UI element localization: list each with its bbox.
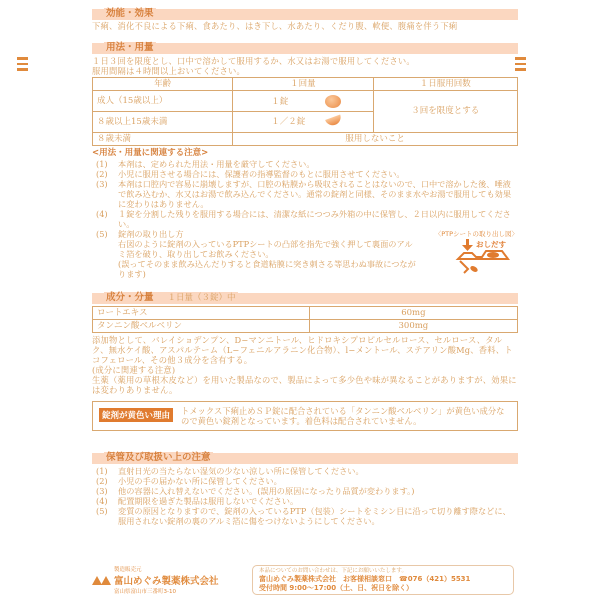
section-title: 効能・効果 xyxy=(106,8,154,19)
note-item: (3) 本剤は口腔内で容易に崩壊しますが、口腔の粘膜から吸収されることはないので、口中で溶かした後、唾液で飲み込むか、水又はお湯で飲み込んでください。通常の錠剤と同様、そのまま水やお湯で服用しても効果に変わりはありません。 xyxy=(96,179,512,209)
age-cell: ８歳以上15歳未満 xyxy=(93,112,233,133)
company-address: 富山県富山市三番町3-10 xyxy=(114,589,176,595)
section-header-ingredients xyxy=(92,293,518,304)
ptp-diagram xyxy=(454,239,514,279)
reason-text: トメックス下痢止めＳＰ錠に配合されている「タンニン酸ベルベリン」が黄色い成分なので黄色い錠剤となっています。着色料は配合されていません。 xyxy=(181,406,505,426)
reason-tag: 錠剤が黄色い理由 xyxy=(99,408,173,422)
note-5-detail: 右図のように錠剤の入っているPTPシートの凸部を指先で強く押して裏面のアルミ箔を破り、取り出してお飲みください。 xyxy=(118,239,413,259)
dose-cell xyxy=(233,91,373,112)
dosage-line: 服用間隔は４時間以上おいてください。 xyxy=(92,66,245,76)
efficacy-text: 下痢、消化不良による下痢、食あたり、はき下し、水あたり、くだり腹、軟便、腹痛を伴う下痢 xyxy=(92,21,458,31)
company-name: 富山めぐみ製薬株式会社 xyxy=(92,573,219,587)
push-out-label: おしだす xyxy=(476,240,506,249)
header-age: 年齢 xyxy=(93,78,233,91)
header-dose: １回量 xyxy=(233,78,373,91)
contact-phone: 富山めぐみ製薬株式会社 お客様相談窓口 ☎076（421）5531 xyxy=(259,575,471,583)
whole-tablet-icon xyxy=(325,95,341,108)
ingredient-amount: 300mg xyxy=(309,320,517,333)
note-5-warning: (誤ってそのまま飲み込んだりすると食道粘膜に突き刺さる等思わぬ事故につながります) xyxy=(118,259,416,279)
ingredient-note-title: (成分に関連する注意) xyxy=(92,365,176,375)
dose-cell xyxy=(233,112,373,133)
dosage-notes-title: <用法・用量に関連する注意> xyxy=(92,148,209,158)
storage-item: (2) 小児の手の届かない所に保管してください。 xyxy=(96,476,282,486)
contact-intro: 本品についてのお問い合わせは、下記にお願いいたします。 xyxy=(259,568,407,574)
dosage-table xyxy=(92,77,518,146)
section-header-storage xyxy=(92,453,518,464)
section-header-dosage xyxy=(92,43,518,54)
ingredient-note: 生薬（薬用の草根木皮など）を用いた製品なので、製品によって多少色や味が異なることがありますが、効果には変わりありません。 xyxy=(92,375,517,395)
company-logo-icon xyxy=(92,575,112,585)
header-daily: １日服用回数 xyxy=(373,78,518,91)
note-item: (4) １錠を分割した残りを服用する場合には、清潔な紙につつみ外箱の中に保管し、２日以内に服用してください。 xyxy=(96,209,511,229)
dose-cell: 服用しないこと xyxy=(233,133,518,146)
footer xyxy=(92,555,518,595)
note-item: (2) 小児に服用させる場合には、保護者の指導監督のもとに服用させてください。 xyxy=(96,169,405,179)
section-title: 成分・分量 １日量（３錠）中 xyxy=(106,292,236,303)
dose-value: １錠 xyxy=(271,96,289,107)
ingredient-name: タンニン酸ベルベリン xyxy=(93,320,310,333)
section-title: 保管及び取扱い上の注意 xyxy=(106,452,211,463)
dosage-line: １日３回を限度とし、口中で溶かして服用するか、水又はお湯で服用してください。 xyxy=(92,56,415,66)
maker-label: 製造販売元 xyxy=(114,567,142,573)
ingredients-table xyxy=(92,306,518,333)
contact-box xyxy=(252,565,514,595)
dose-value: １／２錠 xyxy=(271,116,306,127)
age-cell: ８歳未満 xyxy=(93,133,233,146)
package-insert xyxy=(92,0,518,526)
half-tablet-icon xyxy=(325,115,343,128)
note-item: (1) 本剤は、定められた用法・用量を厳守してください。 xyxy=(96,159,315,169)
additives-text: 添加物として、バレイショデンプン、D−マンニトール、ヒドロキシプロピルセルロース、セルロース、タルク、無水ケイ酸、アスパルテーム（L−フェニルアラニン化合物）、l−メントール、ステアリン酸Mg、香料、トコフェロール、その他３成分を含有する。 xyxy=(92,335,513,365)
yellow-tablet-reason-box xyxy=(92,401,518,431)
daily-cell: ３回を限度とする xyxy=(373,91,518,133)
manufacturer-block xyxy=(92,565,219,595)
section-subtitle: １日量（３錠）中 xyxy=(167,293,236,303)
age-cell: 成人（15歳以上） xyxy=(93,91,233,112)
ptp-caption: 〈PTPシートの取り出し図〉 xyxy=(434,230,518,238)
fold-mark-left xyxy=(17,57,28,74)
storage-item: (1) 直射日光の当たらない湿気の少ない涼しい所に保管してください。 xyxy=(96,466,364,476)
ingredient-amount: 60mg xyxy=(309,307,517,320)
note-item: (5) 錠剤の取り出し方 xyxy=(96,229,184,239)
contact-hours: 受付時間 9:00〜17:00（土、日、祝日を除く） xyxy=(259,584,414,592)
section-title: 用法・用量 xyxy=(106,42,154,53)
ingredient-name: ロートエキス xyxy=(93,307,310,320)
storage-item: (5) 変質の原因となりますので、錠剤の入っているPTP（包装）シートをミシン目に沿って切り離す際などに、服用されない錠剤の裏のアルミ箔に傷をつけないようにしてください。 xyxy=(96,506,511,526)
storage-item: (3) 他の容器に入れ替えないでください。(誤用の原因になったり品質が変わります。) xyxy=(96,486,415,496)
section-header-efficacy xyxy=(92,9,518,20)
storage-item: (4) 配置期限を過ぎた製品は服用しないでください。 xyxy=(96,496,299,506)
